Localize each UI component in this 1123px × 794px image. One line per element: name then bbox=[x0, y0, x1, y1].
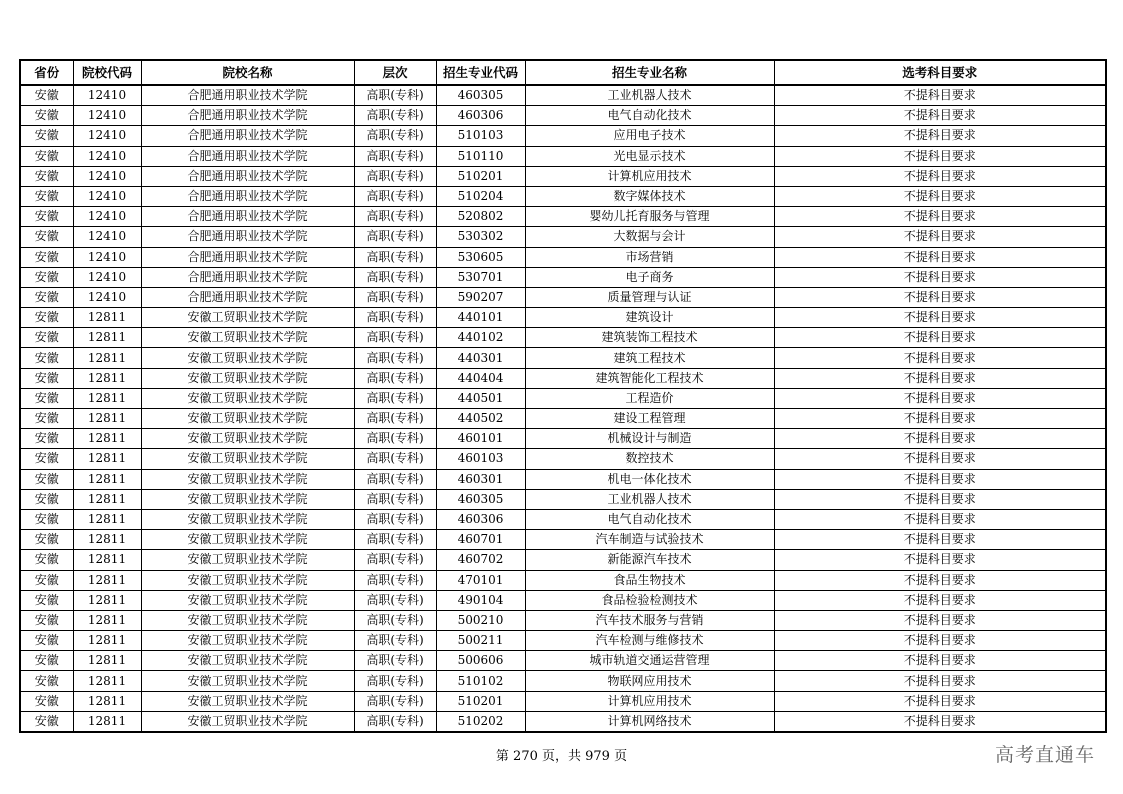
cell-school-name: 安徽工贸职业技术学院 bbox=[141, 631, 354, 651]
cell-school-name: 安徽工贸职业技术学院 bbox=[141, 610, 354, 630]
cell-subject-requirement: 不提科目要求 bbox=[774, 207, 1106, 227]
cell-province: 安徽 bbox=[20, 469, 73, 489]
cell-school-name: 合肥通用职业技术学院 bbox=[141, 126, 354, 146]
cell-province: 安徽 bbox=[20, 368, 73, 388]
cell-level: 高职(专科) bbox=[354, 691, 436, 711]
cell-level: 高职(专科) bbox=[354, 126, 436, 146]
cell-school-code: 12410 bbox=[73, 166, 141, 186]
cell-level: 高职(专科) bbox=[354, 509, 436, 529]
cell-school-code: 12410 bbox=[73, 267, 141, 287]
cell-level: 高职(专科) bbox=[354, 368, 436, 388]
cell-level: 高职(专科) bbox=[354, 388, 436, 408]
watermark-brand: 高考直通车 bbox=[994, 744, 1095, 766]
table-row bbox=[20, 388, 1106, 408]
cell-school-code: 12410 bbox=[73, 186, 141, 206]
cell-level: 高职(专科) bbox=[354, 570, 436, 590]
cell-school-code: 12811 bbox=[73, 469, 141, 489]
cell-school-name: 安徽工贸职业技术学院 bbox=[141, 691, 354, 711]
cell-school-code: 12811 bbox=[73, 631, 141, 651]
cell-subject-requirement: 不提科目要求 bbox=[774, 85, 1106, 106]
cell-province: 安徽 bbox=[20, 85, 73, 106]
cell-subject-requirement: 不提科目要求 bbox=[774, 469, 1106, 489]
cell-major-name: 计算机网络技术 bbox=[525, 711, 774, 732]
cell-province: 安徽 bbox=[20, 247, 73, 267]
table-row bbox=[20, 469, 1106, 489]
cell-major-code: 460702 bbox=[436, 550, 525, 570]
table-row bbox=[20, 106, 1106, 126]
cell-subject-requirement: 不提科目要求 bbox=[774, 590, 1106, 610]
cell-major-code: 460701 bbox=[436, 530, 525, 550]
cell-major-name: 数字媒体技术 bbox=[525, 186, 774, 206]
cell-province: 安徽 bbox=[20, 227, 73, 247]
cell-major-code: 510103 bbox=[436, 126, 525, 146]
cell-major-code: 460103 bbox=[436, 449, 525, 469]
cell-school-code: 12811 bbox=[73, 409, 141, 429]
cell-school-name: 合肥通用职业技术学院 bbox=[141, 267, 354, 287]
cell-school-code: 12811 bbox=[73, 509, 141, 529]
cell-subject-requirement: 不提科目要求 bbox=[774, 530, 1106, 550]
cell-level: 高职(专科) bbox=[354, 590, 436, 610]
cell-major-code: 500606 bbox=[436, 651, 525, 671]
cell-province: 安徽 bbox=[20, 610, 73, 630]
cell-subject-requirement: 不提科目要求 bbox=[774, 449, 1106, 469]
cell-province: 安徽 bbox=[20, 186, 73, 206]
cell-province: 安徽 bbox=[20, 328, 73, 348]
cell-school-code: 12811 bbox=[73, 570, 141, 590]
cell-school-name: 安徽工贸职业技术学院 bbox=[141, 530, 354, 550]
table-row bbox=[20, 146, 1106, 166]
cell-school-name: 合肥通用职业技术学院 bbox=[141, 287, 354, 307]
cell-province: 安徽 bbox=[20, 287, 73, 307]
cell-major-name: 新能源汽车技术 bbox=[525, 550, 774, 570]
table-row bbox=[20, 530, 1106, 550]
cell-major-name: 应用电子技术 bbox=[525, 126, 774, 146]
cell-level: 高职(专科) bbox=[354, 449, 436, 469]
cell-school-code: 12811 bbox=[73, 530, 141, 550]
cell-major-code: 500210 bbox=[436, 610, 525, 630]
cell-major-name: 计算机应用技术 bbox=[525, 166, 774, 186]
header-level: 层次 bbox=[354, 60, 436, 85]
cell-major-code: 490104 bbox=[436, 590, 525, 610]
cell-school-code: 12410 bbox=[73, 126, 141, 146]
cell-major-code: 530605 bbox=[436, 247, 525, 267]
cell-major-name: 工业机器人技术 bbox=[525, 85, 774, 106]
cell-school-code: 12410 bbox=[73, 207, 141, 227]
cell-school-name: 合肥通用职业技术学院 bbox=[141, 146, 354, 166]
cell-province: 安徽 bbox=[20, 711, 73, 732]
cell-level: 高职(专科) bbox=[354, 308, 436, 328]
cell-subject-requirement: 不提科目要求 bbox=[774, 267, 1106, 287]
cell-province: 安徽 bbox=[20, 590, 73, 610]
cell-school-code: 12811 bbox=[73, 550, 141, 570]
cell-school-name: 安徽工贸职业技术学院 bbox=[141, 469, 354, 489]
cell-subject-requirement: 不提科目要求 bbox=[774, 227, 1106, 247]
cell-major-code: 510102 bbox=[436, 671, 525, 691]
cell-subject-requirement: 不提科目要求 bbox=[774, 509, 1106, 529]
table-row bbox=[20, 429, 1106, 449]
cell-major-name: 质量管理与认证 bbox=[525, 287, 774, 307]
cell-school-name: 合肥通用职业技术学院 bbox=[141, 85, 354, 106]
cell-major-name: 食品生物技术 bbox=[525, 570, 774, 590]
header-subject-requirement: 选考科目要求 bbox=[774, 60, 1106, 85]
cell-subject-requirement: 不提科目要求 bbox=[774, 146, 1106, 166]
cell-school-name: 合肥通用职业技术学院 bbox=[141, 166, 354, 186]
cell-major-code: 460305 bbox=[436, 489, 525, 509]
cell-province: 安徽 bbox=[20, 126, 73, 146]
cell-level: 高职(专科) bbox=[354, 550, 436, 570]
cell-school-name: 安徽工贸职业技术学院 bbox=[141, 409, 354, 429]
cell-major-name: 汽车制造与试验技术 bbox=[525, 530, 774, 550]
cell-subject-requirement: 不提科目要求 bbox=[774, 388, 1106, 408]
table-row bbox=[20, 207, 1106, 227]
cell-level: 高职(专科) bbox=[354, 166, 436, 186]
table-row bbox=[20, 691, 1106, 711]
cell-major-name: 物联网应用技术 bbox=[525, 671, 774, 691]
cell-level: 高职(专科) bbox=[354, 429, 436, 449]
cell-school-name: 安徽工贸职业技术学院 bbox=[141, 550, 354, 570]
table-row bbox=[20, 570, 1106, 590]
cell-major-name: 建筑工程技术 bbox=[525, 348, 774, 368]
header-province: 省份 bbox=[20, 60, 73, 85]
table-row bbox=[20, 651, 1106, 671]
table-body bbox=[20, 85, 1106, 732]
header-school-name: 院校名称 bbox=[141, 60, 354, 85]
data-table bbox=[19, 59, 1107, 733]
cell-major-code: 460305 bbox=[436, 85, 525, 106]
header-major-code: 招生专业代码 bbox=[436, 60, 525, 85]
cell-school-name: 合肥通用职业技术学院 bbox=[141, 186, 354, 206]
cell-major-code: 440102 bbox=[436, 328, 525, 348]
cell-level: 高职(专科) bbox=[354, 489, 436, 509]
cell-subject-requirement: 不提科目要求 bbox=[774, 711, 1106, 732]
cell-province: 安徽 bbox=[20, 651, 73, 671]
cell-province: 安徽 bbox=[20, 348, 73, 368]
cell-school-code: 12811 bbox=[73, 328, 141, 348]
table-row bbox=[20, 85, 1106, 106]
cell-major-name: 电气自动化技术 bbox=[525, 509, 774, 529]
cell-level: 高职(专科) bbox=[354, 631, 436, 651]
cell-level: 高职(专科) bbox=[354, 530, 436, 550]
table-row bbox=[20, 550, 1106, 570]
cell-major-name: 汽车技术服务与营销 bbox=[525, 610, 774, 630]
cell-major-code: 460301 bbox=[436, 469, 525, 489]
table-row bbox=[20, 610, 1106, 630]
cell-subject-requirement: 不提科目要求 bbox=[774, 186, 1106, 206]
cell-major-code: 520802 bbox=[436, 207, 525, 227]
cell-major-code: 440301 bbox=[436, 348, 525, 368]
cell-school-code: 12410 bbox=[73, 85, 141, 106]
cell-major-code: 460306 bbox=[436, 106, 525, 126]
table-row bbox=[20, 287, 1106, 307]
table-row bbox=[20, 328, 1106, 348]
cell-major-code: 510202 bbox=[436, 711, 525, 732]
table-row bbox=[20, 166, 1106, 186]
cell-school-name: 安徽工贸职业技术学院 bbox=[141, 671, 354, 691]
cell-subject-requirement: 不提科目要求 bbox=[774, 550, 1106, 570]
cell-level: 高职(专科) bbox=[354, 328, 436, 348]
cell-school-code: 12811 bbox=[73, 429, 141, 449]
cell-subject-requirement: 不提科目要求 bbox=[774, 570, 1106, 590]
cell-level: 高职(专科) bbox=[354, 469, 436, 489]
cell-major-name: 机械设计与制造 bbox=[525, 429, 774, 449]
cell-province: 安徽 bbox=[20, 267, 73, 287]
cell-province: 安徽 bbox=[20, 691, 73, 711]
cell-school-code: 12811 bbox=[73, 590, 141, 610]
header-major-name: 招生专业名称 bbox=[525, 60, 774, 85]
table-row bbox=[20, 711, 1106, 732]
cell-major-code: 510201 bbox=[436, 166, 525, 186]
table-row bbox=[20, 227, 1106, 247]
cell-school-name: 安徽工贸职业技术学院 bbox=[141, 509, 354, 529]
cell-major-name: 建筑装饰工程技术 bbox=[525, 328, 774, 348]
cell-school-name: 合肥通用职业技术学院 bbox=[141, 247, 354, 267]
cell-major-code: 460101 bbox=[436, 429, 525, 449]
cell-school-code: 12811 bbox=[73, 489, 141, 509]
cell-province: 安徽 bbox=[20, 489, 73, 509]
cell-province: 安徽 bbox=[20, 388, 73, 408]
cell-school-name: 安徽工贸职业技术学院 bbox=[141, 388, 354, 408]
table-row bbox=[20, 308, 1106, 328]
cell-school-code: 12811 bbox=[73, 610, 141, 630]
cell-level: 高职(专科) bbox=[354, 287, 436, 307]
cell-school-name: 合肥通用职业技术学院 bbox=[141, 227, 354, 247]
cell-province: 安徽 bbox=[20, 631, 73, 651]
table-row bbox=[20, 671, 1106, 691]
cell-province: 安徽 bbox=[20, 671, 73, 691]
cell-school-code: 12410 bbox=[73, 287, 141, 307]
cell-subject-requirement: 不提科目要求 bbox=[774, 308, 1106, 328]
cell-province: 安徽 bbox=[20, 530, 73, 550]
cell-school-code: 12811 bbox=[73, 671, 141, 691]
cell-major-code: 440101 bbox=[436, 308, 525, 328]
cell-school-code: 12811 bbox=[73, 368, 141, 388]
cell-major-code: 510110 bbox=[436, 146, 525, 166]
cell-school-code: 12811 bbox=[73, 348, 141, 368]
cell-province: 安徽 bbox=[20, 308, 73, 328]
cell-school-name: 合肥通用职业技术学院 bbox=[141, 207, 354, 227]
cell-major-code: 530302 bbox=[436, 227, 525, 247]
cell-school-name: 安徽工贸职业技术学院 bbox=[141, 590, 354, 610]
cell-level: 高职(专科) bbox=[354, 651, 436, 671]
table-row bbox=[20, 509, 1106, 529]
cell-level: 高职(专科) bbox=[354, 671, 436, 691]
cell-major-name: 食品检验检测技术 bbox=[525, 590, 774, 610]
table-row bbox=[20, 631, 1106, 651]
cell-level: 高职(专科) bbox=[354, 207, 436, 227]
table-row bbox=[20, 247, 1106, 267]
cell-school-name: 安徽工贸职业技术学院 bbox=[141, 348, 354, 368]
cell-subject-requirement: 不提科目要求 bbox=[774, 631, 1106, 651]
cell-major-name: 建设工程管理 bbox=[525, 409, 774, 429]
cell-subject-requirement: 不提科目要求 bbox=[774, 126, 1106, 146]
cell-school-name: 安徽工贸职业技术学院 bbox=[141, 570, 354, 590]
cell-school-name: 安徽工贸职业技术学院 bbox=[141, 651, 354, 671]
cell-subject-requirement: 不提科目要求 bbox=[774, 368, 1106, 388]
cell-subject-requirement: 不提科目要求 bbox=[774, 429, 1106, 449]
cell-major-name: 电子商务 bbox=[525, 267, 774, 287]
cell-subject-requirement: 不提科目要求 bbox=[774, 489, 1106, 509]
cell-province: 安徽 bbox=[20, 409, 73, 429]
cell-major-name: 市场营销 bbox=[525, 247, 774, 267]
cell-major-name: 城市轨道交通运营管理 bbox=[525, 651, 774, 671]
cell-major-code: 440501 bbox=[436, 388, 525, 408]
cell-major-code: 440502 bbox=[436, 409, 525, 429]
cell-school-code: 12811 bbox=[73, 388, 141, 408]
cell-school-name: 安徽工贸职业技术学院 bbox=[141, 368, 354, 388]
cell-subject-requirement: 不提科目要求 bbox=[774, 166, 1106, 186]
cell-province: 安徽 bbox=[20, 146, 73, 166]
cell-province: 安徽 bbox=[20, 570, 73, 590]
cell-major-name: 光电显示技术 bbox=[525, 146, 774, 166]
table-row bbox=[20, 368, 1106, 388]
cell-subject-requirement: 不提科目要求 bbox=[774, 409, 1106, 429]
cell-level: 高职(专科) bbox=[354, 106, 436, 126]
cell-school-name: 安徽工贸职业技术学院 bbox=[141, 328, 354, 348]
cell-major-name: 建筑设计 bbox=[525, 308, 774, 328]
cell-major-name: 计算机应用技术 bbox=[525, 691, 774, 711]
cell-province: 安徽 bbox=[20, 550, 73, 570]
cell-subject-requirement: 不提科目要求 bbox=[774, 328, 1106, 348]
cell-level: 高职(专科) bbox=[354, 267, 436, 287]
cell-level: 高职(专科) bbox=[354, 186, 436, 206]
cell-major-name: 大数据与会计 bbox=[525, 227, 774, 247]
table-row bbox=[20, 186, 1106, 206]
cell-level: 高职(专科) bbox=[354, 610, 436, 630]
cell-school-code: 12811 bbox=[73, 691, 141, 711]
cell-school-name: 安徽工贸职业技术学院 bbox=[141, 449, 354, 469]
cell-subject-requirement: 不提科目要求 bbox=[774, 610, 1106, 630]
table-row bbox=[20, 449, 1106, 469]
cell-subject-requirement: 不提科目要求 bbox=[774, 287, 1106, 307]
cell-subject-requirement: 不提科目要求 bbox=[774, 671, 1106, 691]
cell-major-code: 510201 bbox=[436, 691, 525, 711]
cell-province: 安徽 bbox=[20, 166, 73, 186]
cell-school-code: 12811 bbox=[73, 449, 141, 469]
cell-school-name: 安徽工贸职业技术学院 bbox=[141, 429, 354, 449]
cell-major-name: 机电一体化技术 bbox=[525, 469, 774, 489]
cell-school-code: 12410 bbox=[73, 247, 141, 267]
cell-subject-requirement: 不提科目要求 bbox=[774, 691, 1106, 711]
table-row bbox=[20, 126, 1106, 146]
cell-school-name: 合肥通用职业技术学院 bbox=[141, 106, 354, 126]
cell-level: 高职(专科) bbox=[354, 146, 436, 166]
cell-province: 安徽 bbox=[20, 509, 73, 529]
cell-province: 安徽 bbox=[20, 106, 73, 126]
table-row bbox=[20, 489, 1106, 509]
cell-school-code: 12410 bbox=[73, 146, 141, 166]
cell-major-name: 工程造价 bbox=[525, 388, 774, 408]
cell-subject-requirement: 不提科目要求 bbox=[774, 247, 1106, 267]
cell-province: 安徽 bbox=[20, 449, 73, 469]
cell-major-name: 数控技术 bbox=[525, 449, 774, 469]
cell-school-code: 12410 bbox=[73, 106, 141, 126]
table-row bbox=[20, 409, 1106, 429]
cell-school-name: 安徽工贸职业技术学院 bbox=[141, 308, 354, 328]
cell-school-code: 12811 bbox=[73, 651, 141, 671]
cell-school-name: 安徽工贸职业技术学院 bbox=[141, 711, 354, 732]
cell-major-code: 440404 bbox=[436, 368, 525, 388]
header-school-code: 院校代码 bbox=[73, 60, 141, 85]
cell-province: 安徽 bbox=[20, 429, 73, 449]
table-row bbox=[20, 590, 1106, 610]
cell-school-code: 12410 bbox=[73, 227, 141, 247]
cell-level: 高职(专科) bbox=[354, 227, 436, 247]
cell-major-code: 510204 bbox=[436, 186, 525, 206]
cell-school-code: 12811 bbox=[73, 711, 141, 732]
cell-level: 高职(专科) bbox=[354, 409, 436, 429]
cell-subject-requirement: 不提科目要求 bbox=[774, 651, 1106, 671]
cell-school-name: 安徽工贸职业技术学院 bbox=[141, 489, 354, 509]
cell-major-code: 460306 bbox=[436, 509, 525, 529]
cell-major-name: 电气自动化技术 bbox=[525, 106, 774, 126]
cell-major-name: 工业机器人技术 bbox=[525, 489, 774, 509]
cell-major-name: 汽车检测与维修技术 bbox=[525, 631, 774, 651]
cell-major-name: 婴幼儿托育服务与管理 bbox=[525, 207, 774, 227]
cell-major-code: 500211 bbox=[436, 631, 525, 651]
cell-level: 高职(专科) bbox=[354, 247, 436, 267]
cell-major-name: 建筑智能化工程技术 bbox=[525, 368, 774, 388]
page-number: 第 270 页，共 979 页 bbox=[495, 749, 628, 764]
table-row bbox=[20, 267, 1106, 287]
cell-subject-requirement: 不提科目要求 bbox=[774, 348, 1106, 368]
cell-level: 高职(专科) bbox=[354, 348, 436, 368]
table-row bbox=[20, 348, 1106, 368]
cell-major-code: 470101 bbox=[436, 570, 525, 590]
cell-level: 高职(专科) bbox=[354, 711, 436, 732]
cell-major-code: 590207 bbox=[436, 287, 525, 307]
cell-province: 安徽 bbox=[20, 207, 73, 227]
cell-major-code: 530701 bbox=[436, 267, 525, 287]
cell-subject-requirement: 不提科目要求 bbox=[774, 106, 1106, 126]
cell-school-code: 12811 bbox=[73, 308, 141, 328]
cell-level: 高职(专科) bbox=[354, 85, 436, 106]
table-header-row bbox=[20, 60, 1106, 85]
